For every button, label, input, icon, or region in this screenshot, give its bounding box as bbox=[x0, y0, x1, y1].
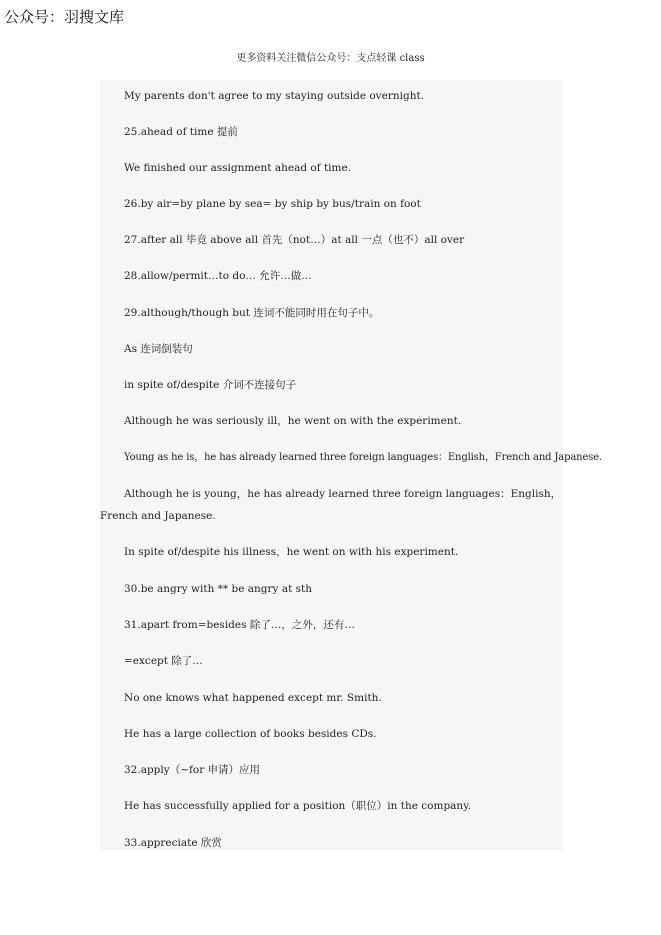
text-line: In spite of/despite his illness，he went on with his experiment. bbox=[124, 546, 459, 558]
text-line: 30.be angry with ** be angry at sth bbox=[124, 583, 313, 595]
text-line: Although he was seriously ill，he went on with the experiment. bbox=[124, 415, 462, 427]
text-line: As 连词倒装句 bbox=[124, 343, 193, 355]
text-line: 25.ahead of time 提前 bbox=[124, 126, 238, 138]
text-line: in spite of/despite 介词不连接句子 bbox=[124, 379, 297, 391]
text-line: He has a large collection of books besides CDs. bbox=[124, 728, 377, 740]
text-line: 27.after all 毕竟 above all 首先（not…）at all 一点（也不）all over bbox=[124, 234, 465, 246]
text-line: My parents don't agree to my staying outside overnight. bbox=[124, 90, 425, 102]
text-line: 33.appreciate 欣赏 bbox=[124, 837, 222, 849]
text-line: =except 除了… bbox=[124, 655, 203, 667]
text-line: 32.apply（~for 申请）应用 bbox=[124, 764, 261, 776]
text-line: 26.by air=by plane by sea= by ship by bus/train on foot bbox=[124, 198, 421, 210]
text-line: 29.although/though but 连词不能同时用在句子中。 bbox=[124, 307, 380, 319]
text-paragraph: Although he is young，he has already learned three foreign languages：English，French and Japanese. bbox=[100, 488, 562, 522]
corner-label: 公众号：羽搜文库 bbox=[4, 8, 125, 26]
text-line: Young as he is，he has already learned three foreign languages：English，French and Japanese. bbox=[124, 452, 603, 463]
header-note: 更多资料关注微信公众号：支点轻课 class bbox=[236, 53, 425, 64]
text-line: We finished our assignment ahead of time. bbox=[124, 162, 352, 174]
text-line: 31.apart from=besides 除了…，之外，还有… bbox=[124, 619, 355, 631]
text-line: 28.allow/permit…to do… 允许…做… bbox=[124, 270, 312, 282]
text-line: No one knows what happened except mr. Smith. bbox=[124, 692, 382, 704]
text-line: He has successfully applied for a position（职位）in the company. bbox=[124, 800, 472, 812]
